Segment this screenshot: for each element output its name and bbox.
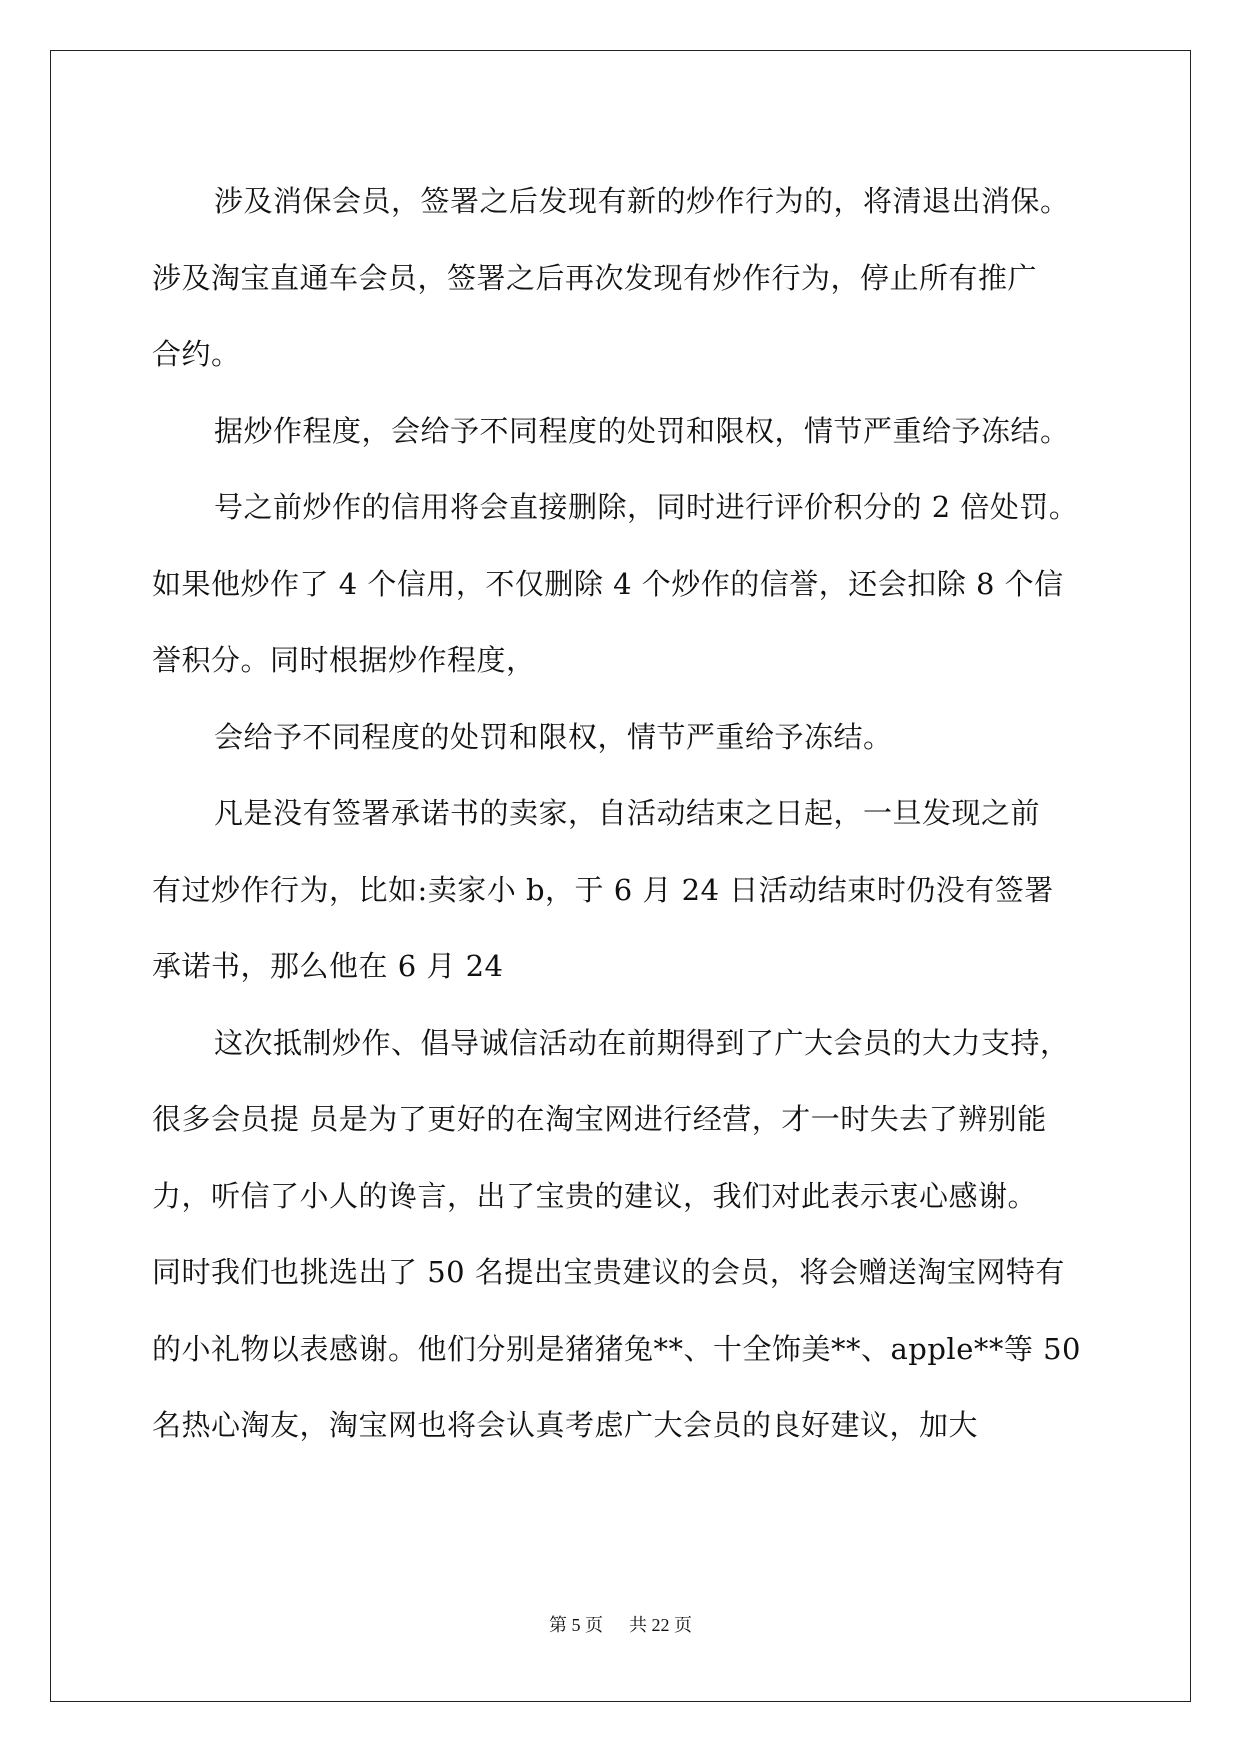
text-line: 涉及淘宝直通车会员，签署之后再次发现有炒作行为，停止所有推广 bbox=[152, 260, 1038, 295]
text-line: 这次抵制炒作、倡导诚信活动在前期得到了广大会员的大力支持， bbox=[214, 1025, 1070, 1060]
text-line: 的小礼物以表感谢。他们分别是猪猪兔**、十全饰美**、apple**等 50 bbox=[152, 1331, 1081, 1366]
document-body bbox=[152, 163, 1092, 1464]
text-line: 很多会员提 员是为了更好的在淘宝网进行经营，才一时失去了辨别能 bbox=[152, 1102, 1047, 1136]
text-line: 同时我们也挑选出了 50 名提出宝贵建议的会员，将会赠送淘宝网特有 bbox=[152, 1255, 1065, 1289]
text-line: 据炒作程度，会给予不同程度的处罚和限权，情节严重给予冻结。 bbox=[214, 413, 1070, 448]
text-line: 如果他炒作了 4 个信用，不仅删除 4 个炒作的信誉，还会扣除 8 个信 bbox=[152, 566, 1064, 601]
text-line: 力，听信了小人的谗言，出了宝贵的建议，我们对此表示衷心感谢。 bbox=[152, 1178, 1038, 1213]
text-line: 誉积分。同时根据炒作程度， bbox=[152, 643, 536, 677]
text-line: 号之前炒作的信用将会直接删除，同时进行评价积分的 2 倍处罚。 bbox=[214, 490, 1079, 524]
text-line: 合约。 bbox=[152, 337, 241, 371]
text-line: 有过炒作行为，比如:卖家小 b，于 6 月 24 日活动结束时仍没有签署 bbox=[152, 872, 1054, 907]
text-line: 凡是没有签署承诺书的卖家，自活动结束之日起，一旦发现之前 bbox=[214, 796, 1041, 830]
text-line: 承诺书，那么他在 6 月 24 bbox=[152, 949, 504, 983]
text-line: 涉及消保会员，签署之后发现有新的炒作行为的，将清退出消保。 bbox=[214, 184, 1070, 218]
page-footer bbox=[0, 1611, 1241, 1637]
text-line: 会给予不同程度的处罚和限权，情节严重给予冻结。 bbox=[214, 719, 893, 754]
text-line: 名热心淘友，淘宝网也将会认真考虑广大会员的良好建议，加大 bbox=[152, 1408, 979, 1442]
page-total: 共 22 页 bbox=[629, 1615, 692, 1635]
page-number: 第 5 页 bbox=[549, 1615, 603, 1635]
